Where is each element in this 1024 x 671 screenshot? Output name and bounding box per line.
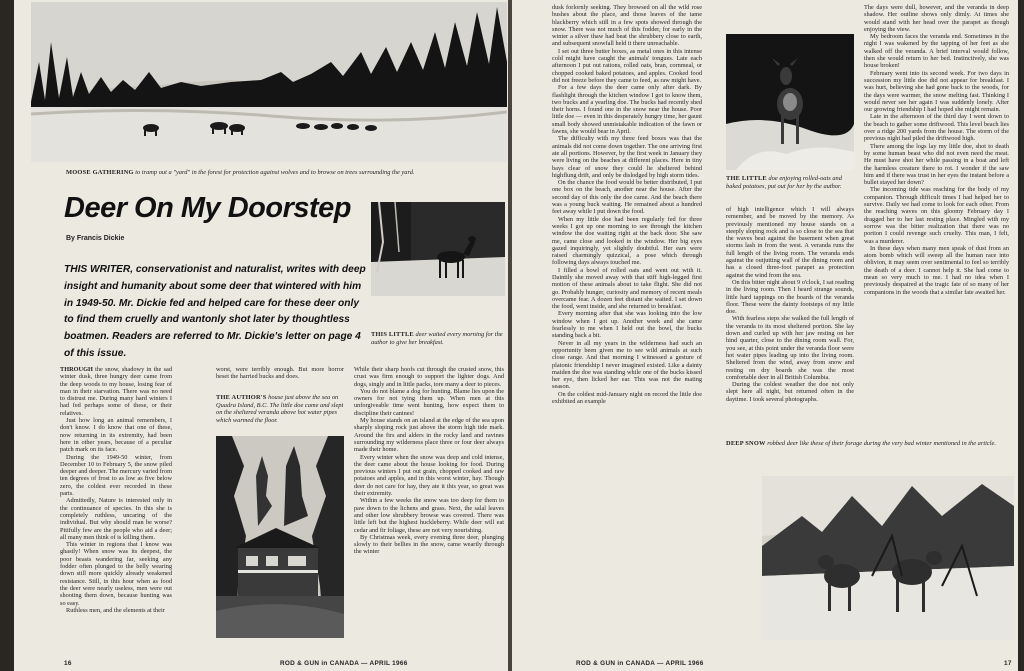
body-column-4: dusk forlornly seeking. They browsed on all the wild rose bushes about the place, and those leaves of the tame blackberry which still in a few spots showed through the snow. There was not much of this fodder, for early in the winter a silver thaw had beat the shrubbery close to earth, and subsequent snowfall held it there unreachable. I set out three butter boxes, as metal ones in this intense cold might have caught the animals' tongues. Late each afternoon I put out rations, rolled oats, bran, cornmeal, or chopped cooked baked potatoes, and apples. Cooked food did not freeze before they came to feed, as raw might have. For a few days the deer came only after dark. By flashlight through the kitchen window I got to know them, two bucks and a yearling doe. The bucks had recently shed their horns. I found one in the snow near the house. Poor little doe — even in this desperately hungry time, her gaunt small body showed unmistakable indication of the fawn or fawns, she would bear in April. The difficulty with my three feed boxes was that the animals did not come down together. The one arriving first ate all portions. However, by the first week in January they were living on the beaches at different places. Here in tiny bays clear of snow they could lie sheltered behind highflung drift, and only be dislodged by high storm tides. On the chance the food would be better distributed, I put one box on the beach, another near the house. After the second day of this only the doe came. And the beach there was a young buck waiting. He remained about a hundred feet away while I put down the food. When my little doe had been regularly fed for three weeks I got up one morning to see through the kitchen window the doe waiting right at the back door. She saw me, came close and looked in the window. Her big eyes gazed inquiringly, yet slightly doubtful. Her ears were raised charmingly quizzical, a pose which through following days always touched me. I filled a bowl of rolled oats and went out with it. Daintily she moved away with that stiff high-legged first motion of these animals about to take flight. She did not go. Probably hunger, curiosity and memory of recent meals overcame fear. A dozen feet distant she waited. I set down the food, went inside, and she returned to breakfast. Every morning after that she was looking into the low window when I got up. Another week and she came fearlessly to me when I held out the bowl, the bucks standing back a bit. Never in all my years in the wilderness had such an opportunity been given me to see wild animals at such close range. And that morning I witnessed a gesture of platonic friendship I never imagined existed. Like a dainty maiden the doe was standing while one of the bucks kissed her eye, then licked her ear. This was not the mating season. On the coldest mid-January night on record the little doe exhibited an example [552, 4, 702, 406]
article-title: Deer On My Doorstep [64, 192, 351, 224]
byline: By Francis Dickie [66, 235, 125, 242]
doe-caption: THE LITTLE doe enjoying rolled-oats and baked potatoes, put out for her by the author. [726, 175, 842, 190]
body-column-2: worst, were terribly enough. But more horror beset the harried bucks and does. [216, 366, 344, 381]
deer-in-snow-photo [762, 476, 1014, 640]
right-page [512, 0, 1018, 671]
magazine-footer-right: ROD & GUN in CANADA — APRIL 1966 [576, 660, 704, 667]
body-column-1: THROUGH the snow, shadowy in the sad winter dusk, three hungry deer came from the deep woods to my house, losing fear of man in their starvation. There was no need to distrust me. During many hard winters I had fed perhaps some of these, or their relatives. Just how long an animal remembers, I don't know. I do know that one of these, now returning in its extremity, had been here in other years, because of a peculiar patch mark on its face. During the 1949-50 winter, from December 10 to February 5, the snow piled deeper and deeper. The mercury varied from ten degrees of frost to as low as five below zero, the coldest ever recorded in these parts. Admittedly, Nature is interested only in the continuance of species. In this she is completely ruthless, uncaring of the individual. But why should man be worse? Pitifully few are the people who aid a deer; all many men think of is killing them. This winter in regions that I know was ghastly! When snow was its deepest, the poor beasts wandering far, seeking any fodder often plunged to the belly wearing down still more quickly already weakened resistance. Still, in this hour when as food the deer were nearly useless, men were out shooting them down, because hunting was so easy. Ruthless men, and the elements at their [60, 366, 172, 614]
magazine-footer-left: ROD & GUN in CANADA — APRIL 1966 [280, 660, 408, 667]
body-column-5: of high intelligence which I will always remember, and be moved by the memory. As previously mentioned my house stands on a steeply sloping rock and is so close to the sea that the waves beat against the basement when great storms lash in from the west. A veranda runs the full length of the living room. The veranda ends against the outjutting wall of the dining room and has a closed three-foot parapet as protection against the wind from the sea. On this bitter night about 9 o'clock, I sat reading in the living room. Then I heard strange sounds, little hard tappings on the boards of the veranda floor. These were the dainty footsteps of my little doe. With fearless steps she walked the full length of the veranda to its most sheltered portion. She lay down and curled up with her jaw resting on her hind quarter, close to the dining room wall. For, you see, at this point under the veranda floor were hot water pipes leading up into the living room. Sheltered from the wind, away from snow and resting on dry boards she was the most comfortable deer in all British Columbia. During the coldest weather the doe not only slept here all night, but returned often in the daytime. I took several photographs. [726, 206, 854, 403]
body-column-3: While their sharp hoofs cut through the crusted snow, this crust was firm enough to support the lighter dogs. And dogs, singly and in little packs, tore many a deer to pieces. You do not blame a dog for hunting. Blame lies upon the owners for not tying them up. When men at this unforgiveable time went hunting, how expect them to discipline their canines! My house stands on an island at the edge of the sea upon sharply sloping rock just above the storm high tide mark. Around the firs and alders in the rocky land and ravines surrounding my wilderness place three or four deer always made their home. Every winter when the snow was deep and cold intense, the deer came about the house looking for food. During previous winters I put out grain, chopped cooked and raw potatoes and apples, and in this worst winter, hay. Though deer do not care for hay, they ate it this year, so great was their extremity. Within a few weeks the snow was too deep for them to paw down to the lichens and grass. Next, the salal leaves and other low shrubbery browse was covered. There was little left but the highest huckleberry. While deer will eat cedar and fir foliage, these are not very nourishing. By Christmas week, every evening three deer, plunging slowly to their bellies in the snow, came wearily through the winter [354, 366, 504, 556]
left-page [14, 0, 508, 671]
body-column-6: The days were dull, however, and the veranda in deep shadow. Her outline shows only dimly. At times she would stand with her head over the parapet as though enjoying the view. My bedroom faces the veranda end. Sometimes in the night I was wakened by the tapping of her feet as she walked off the veranda. A brief interval would follow, then she would return to her bed. Instinctively, she was house broken! February went into its second week. For two days in succession my little doe did not appear for breakfast. I was hurt, believing she had gone back to the woods, for the days were warmer, the snow melting fast. Thinking I would never see her again I was suddenly lonely. After our growing friendship I had hoped she might remain. Late in the afternoon of the third day I went down to the beach to gather some driftwood. This level beach lies over a ridge 200 yards from the house. The storm of the previous night had piled the driftwood high. There among the logs lay my little doe, shot to death by some human beast who did not even need the meat. He must have shot her while passing in a boat and left the harmless creature there to rot. I wonder if the saw him and if there was trust in her eyes the instant before a bullet stayed her down? The incoming tide was reaching for the body of my companion. Through difficult times I had helped her to survive. Daily we had come to look for each other. From the reaching waves on this gloomy February day I dragged her to her last resting place. Mingled with my sorrow was the bitter realization that there was no portion I could revenge such cruelty. This man, I felt, was a murderer. In these days when many men speak of dust from an atom bomb which will sweep all the human race into oblivion, it may seem over sentimental to feel so terribly the death of a deer. I cannot help it. She had come to mean so very much to me. I had no idea when I previously despaired at the tragic fate of so many of her companions in the woods that a similar fate awaited her. [864, 4, 1009, 296]
little-deer-photo [371, 202, 505, 296]
little-deer-caption: THIS LITTLE deer waited every morning for the author to give her breakfast. [371, 331, 503, 346]
article-intro: THIS WRITER, conservationist and naturalist, writes with deep insight and humanity about some deer that wintered with him in 1949-50. Mr. Dickie fed and helped care for these deer only to find them cruelly and wantonly shot later by thoughtless boatmen. Readers are referred to Mr. Dickie's letter on page 4 of this issue. [64, 264, 366, 359]
moose-caption: MOOSE GATHERING to tramp out a "yard" in the forest for protection against wolves and to browse on trees surrounding the yard. [66, 169, 415, 176]
page-number-right: 17 [1004, 660, 1012, 667]
doe-eating-photo [726, 34, 854, 170]
deep-snow-caption: DEEP SNOW robbed deer like these of their forage during the very bad winter mentioned in the article. [726, 440, 996, 447]
moose-gathering-photo [31, 2, 507, 162]
house-caption: THE AUTHOR'S house just above the sea on Quadra Island, B.C. The little doe came and slept on the sheltered veranda above hot water pipes which warmed the floor. [216, 394, 344, 424]
author-house-photo [216, 436, 344, 638]
page-number-left: 16 [64, 660, 72, 667]
